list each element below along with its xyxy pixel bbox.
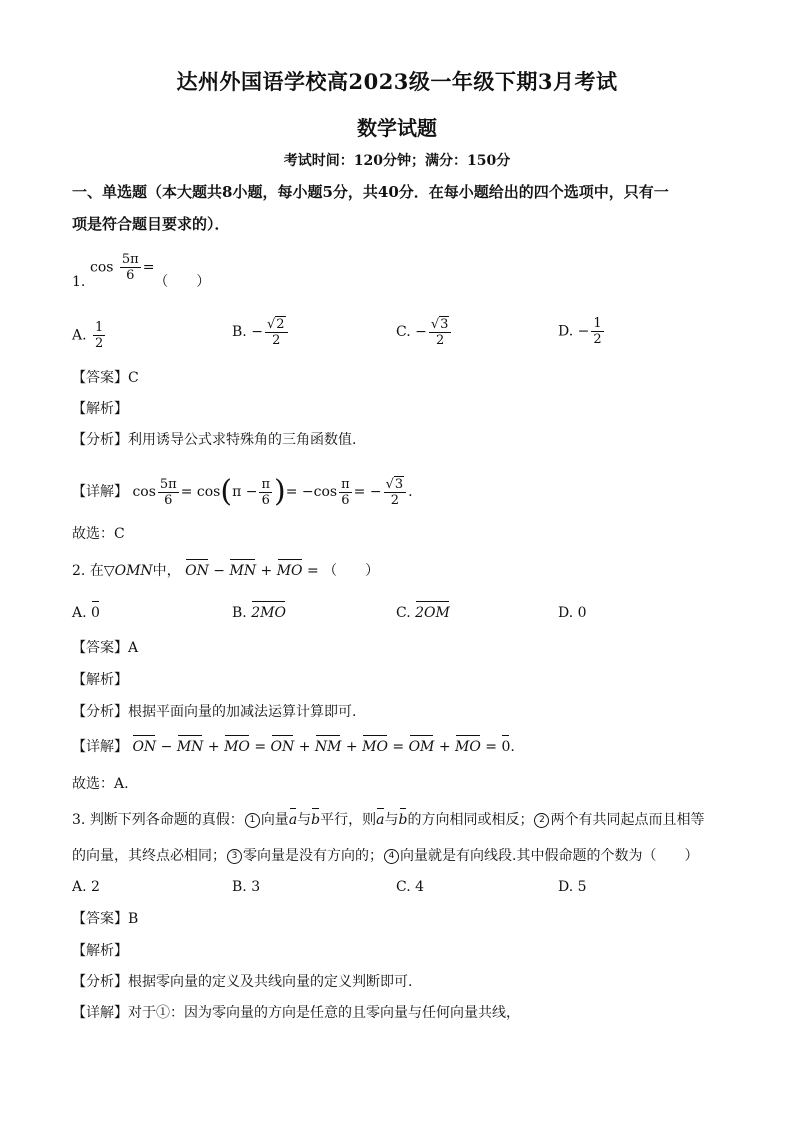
q3-stem-f: 的方向相同或相反； <box>407 812 534 828</box>
q2-option-b-label: B. <box>232 605 247 621</box>
q3-option-c <box>396 877 424 897</box>
q2-stem-prefix: 在 <box>89 563 104 579</box>
q3-number: 3. <box>72 812 86 828</box>
q1-option-d-label: D. <box>558 323 574 340</box>
exam-title: 达州外国语学校高2023级一年级下期3月考试 <box>176 69 618 94</box>
q2-answer-value: A <box>128 640 139 656</box>
q2-option-b <box>232 603 286 623</box>
q1-option-a-label: A. <box>72 327 87 344</box>
q1-answer-value: C <box>128 370 139 386</box>
q3-xiangjie-tag: 【详解】 <box>72 1005 128 1021</box>
q2-stem-mid: 中， <box>152 563 181 579</box>
q3-option-a-label: A. <box>72 879 87 895</box>
q2-conclusion: 故选：A. <box>72 776 129 792</box>
q2-fenxi <box>72 702 356 722</box>
q2-analysis-tag: 【解析】 <box>72 672 128 688</box>
q3-option-d-text: 5 <box>577 879 587 895</box>
circled-2-icon: 2 <box>534 813 549 828</box>
q3-option-a-text: 2 <box>91 879 100 895</box>
q3-stem-line1: 3. 判断下列各命题的真假： 1 向量a与b平行，则a与b的方向相同或相反； 2 两个有共同起点而且相等 <box>72 812 705 828</box>
q3-option-b-text: 3 <box>251 879 261 895</box>
circled-1-icon: 1 <box>245 813 260 828</box>
q3-option-a <box>72 877 100 897</box>
q2-number: 2. <box>72 563 86 579</box>
q3-answer-value: B <box>128 911 139 927</box>
q3-option-b-label: B. <box>232 879 247 895</box>
q3-option-b <box>232 877 260 897</box>
q3-stem-a: 判断下列各命题的真假： <box>89 812 244 828</box>
q2-option-d <box>558 603 587 623</box>
q2-option-d-text: 0 <box>577 605 587 621</box>
exam-subtitle: 数学试题 <box>357 116 437 140</box>
q3-stem-g: 两个有共同起点而且相等 <box>550 812 705 828</box>
q3-xiangjie <box>72 1003 520 1023</box>
q1-answer-tag: 【答案】 <box>72 370 128 386</box>
q3-fenxi-text: 根据零向量的定义及共线向量的定义判断即可. <box>128 974 413 990</box>
q2-option-a <box>72 603 100 623</box>
section-heading-line2: 项是符合题目要求的）． <box>72 215 230 233</box>
q1-xiangjie-tag: 【详解】 <box>72 484 128 500</box>
q3-stem-e: 与 <box>384 812 399 828</box>
q3-option-d <box>558 877 587 897</box>
exam-info: 考试时间：120分钟；满分：150分 <box>283 153 511 169</box>
q2-option-a-label: A. <box>72 605 87 621</box>
q2-xiangjie-tag: 【详解】 <box>72 739 128 755</box>
q1-xiangjie: 【详解】 cos $\frac{5\pi}{6}$ = cos(π − $\frac{\pi}{6}$ )= −cos $\frac{\pi}{6}$ = − $\frac{√3}{2}$ . <box>72 474 413 509</box>
q3-stem-c: 与 <box>297 812 312 828</box>
q2-option-d-label: D. <box>558 605 574 621</box>
q2-option-c-label: C. <box>396 605 411 621</box>
q1-analysis-tag: 【解析】 <box>72 401 128 417</box>
q3-option-c-text: 4 <box>415 879 425 895</box>
circled-3-icon: 3 <box>227 849 242 864</box>
q1-stem-suffix: （ ） <box>154 274 211 290</box>
q3-fenxi-tag: 【分析】 <box>72 974 128 990</box>
q2-answer-tag: 【答案】 <box>72 640 128 656</box>
q1-option-c: C. − $\frac{√3}{2}$ <box>396 316 453 348</box>
q1-answer <box>72 368 139 388</box>
section-heading-line1: 一、单选题（本大题共8小题，每小题5分，共40分．在每小题给出的四个选项中，只有一 <box>72 183 669 201</box>
circled-4-icon: 4 <box>384 849 399 864</box>
q3-stem-line2-b: 零向量是没有方向的； <box>243 848 383 864</box>
q3-stem-line2-c: 向量就是有向线段.其中假命题的个数为（ ） <box>400 848 699 864</box>
q2-triangle: OMN <box>114 563 153 579</box>
q1-option-b: B. − $\frac{√2}{2}$ <box>232 316 290 348</box>
q2-option-a-text: 0 <box>91 605 100 621</box>
q3-stem-line2 <box>72 846 698 866</box>
q3-stem-d: 平行，则 <box>320 812 377 828</box>
q2-option-c-text: 2OM <box>415 605 450 621</box>
q3-xiangjie-text: 对于①：因为零向量的方向是任意的且零向量与任何向量共线， <box>128 1005 520 1021</box>
q3-option-c-label: C. <box>396 879 411 895</box>
q1-formula: cos $\frac{5\pi}{6}$ = <box>90 252 155 283</box>
q1-option-c-label: C. <box>396 324 411 340</box>
q1-fenxi <box>72 430 356 450</box>
q2-answer <box>72 638 138 658</box>
q2-option-c <box>396 603 450 623</box>
q1-option-a: A. $\frac{1}{2}$ <box>72 320 104 351</box>
q1-fenxi-tag: 【分析】 <box>72 432 128 448</box>
q1-fenxi-text: 利用诱导公式求特殊角的三角函数值. <box>128 432 357 448</box>
q1-option-d: D. − $\frac{1}{2}$ <box>558 316 602 347</box>
q3-stem-b: 向量 <box>260 812 289 828</box>
q3-fenxi <box>72 972 412 992</box>
q1-option-b-label: B. <box>232 324 247 340</box>
q3-answer <box>72 909 138 929</box>
q2-fenxi-text: 根据平面向量的加减法运算计算即可. <box>128 704 357 720</box>
q1-number: 1. <box>72 274 86 290</box>
q2-stem-suffix: （ ） <box>323 563 380 579</box>
q1-conclusion: 故选：C <box>72 526 125 542</box>
q2-option-b-text: 2MO <box>251 605 286 621</box>
q1-stem <box>72 272 210 292</box>
q3-option-d-label: D. <box>558 879 574 895</box>
q2-stem: 2. 在▽OMN中， ON − MN + MO = （ ） <box>72 563 380 579</box>
q3-analysis-tag: 【解析】 <box>72 943 128 959</box>
q3-stem-line2-a: 的向量，其终点必相同； <box>72 848 226 864</box>
q2-xiangjie: 【详解】 ON − MN + MO = ON + NM + MO = OM + MO = 0. <box>72 739 515 755</box>
q2-fenxi-tag: 【分析】 <box>72 704 128 720</box>
q3-answer-tag: 【答案】 <box>72 911 128 927</box>
